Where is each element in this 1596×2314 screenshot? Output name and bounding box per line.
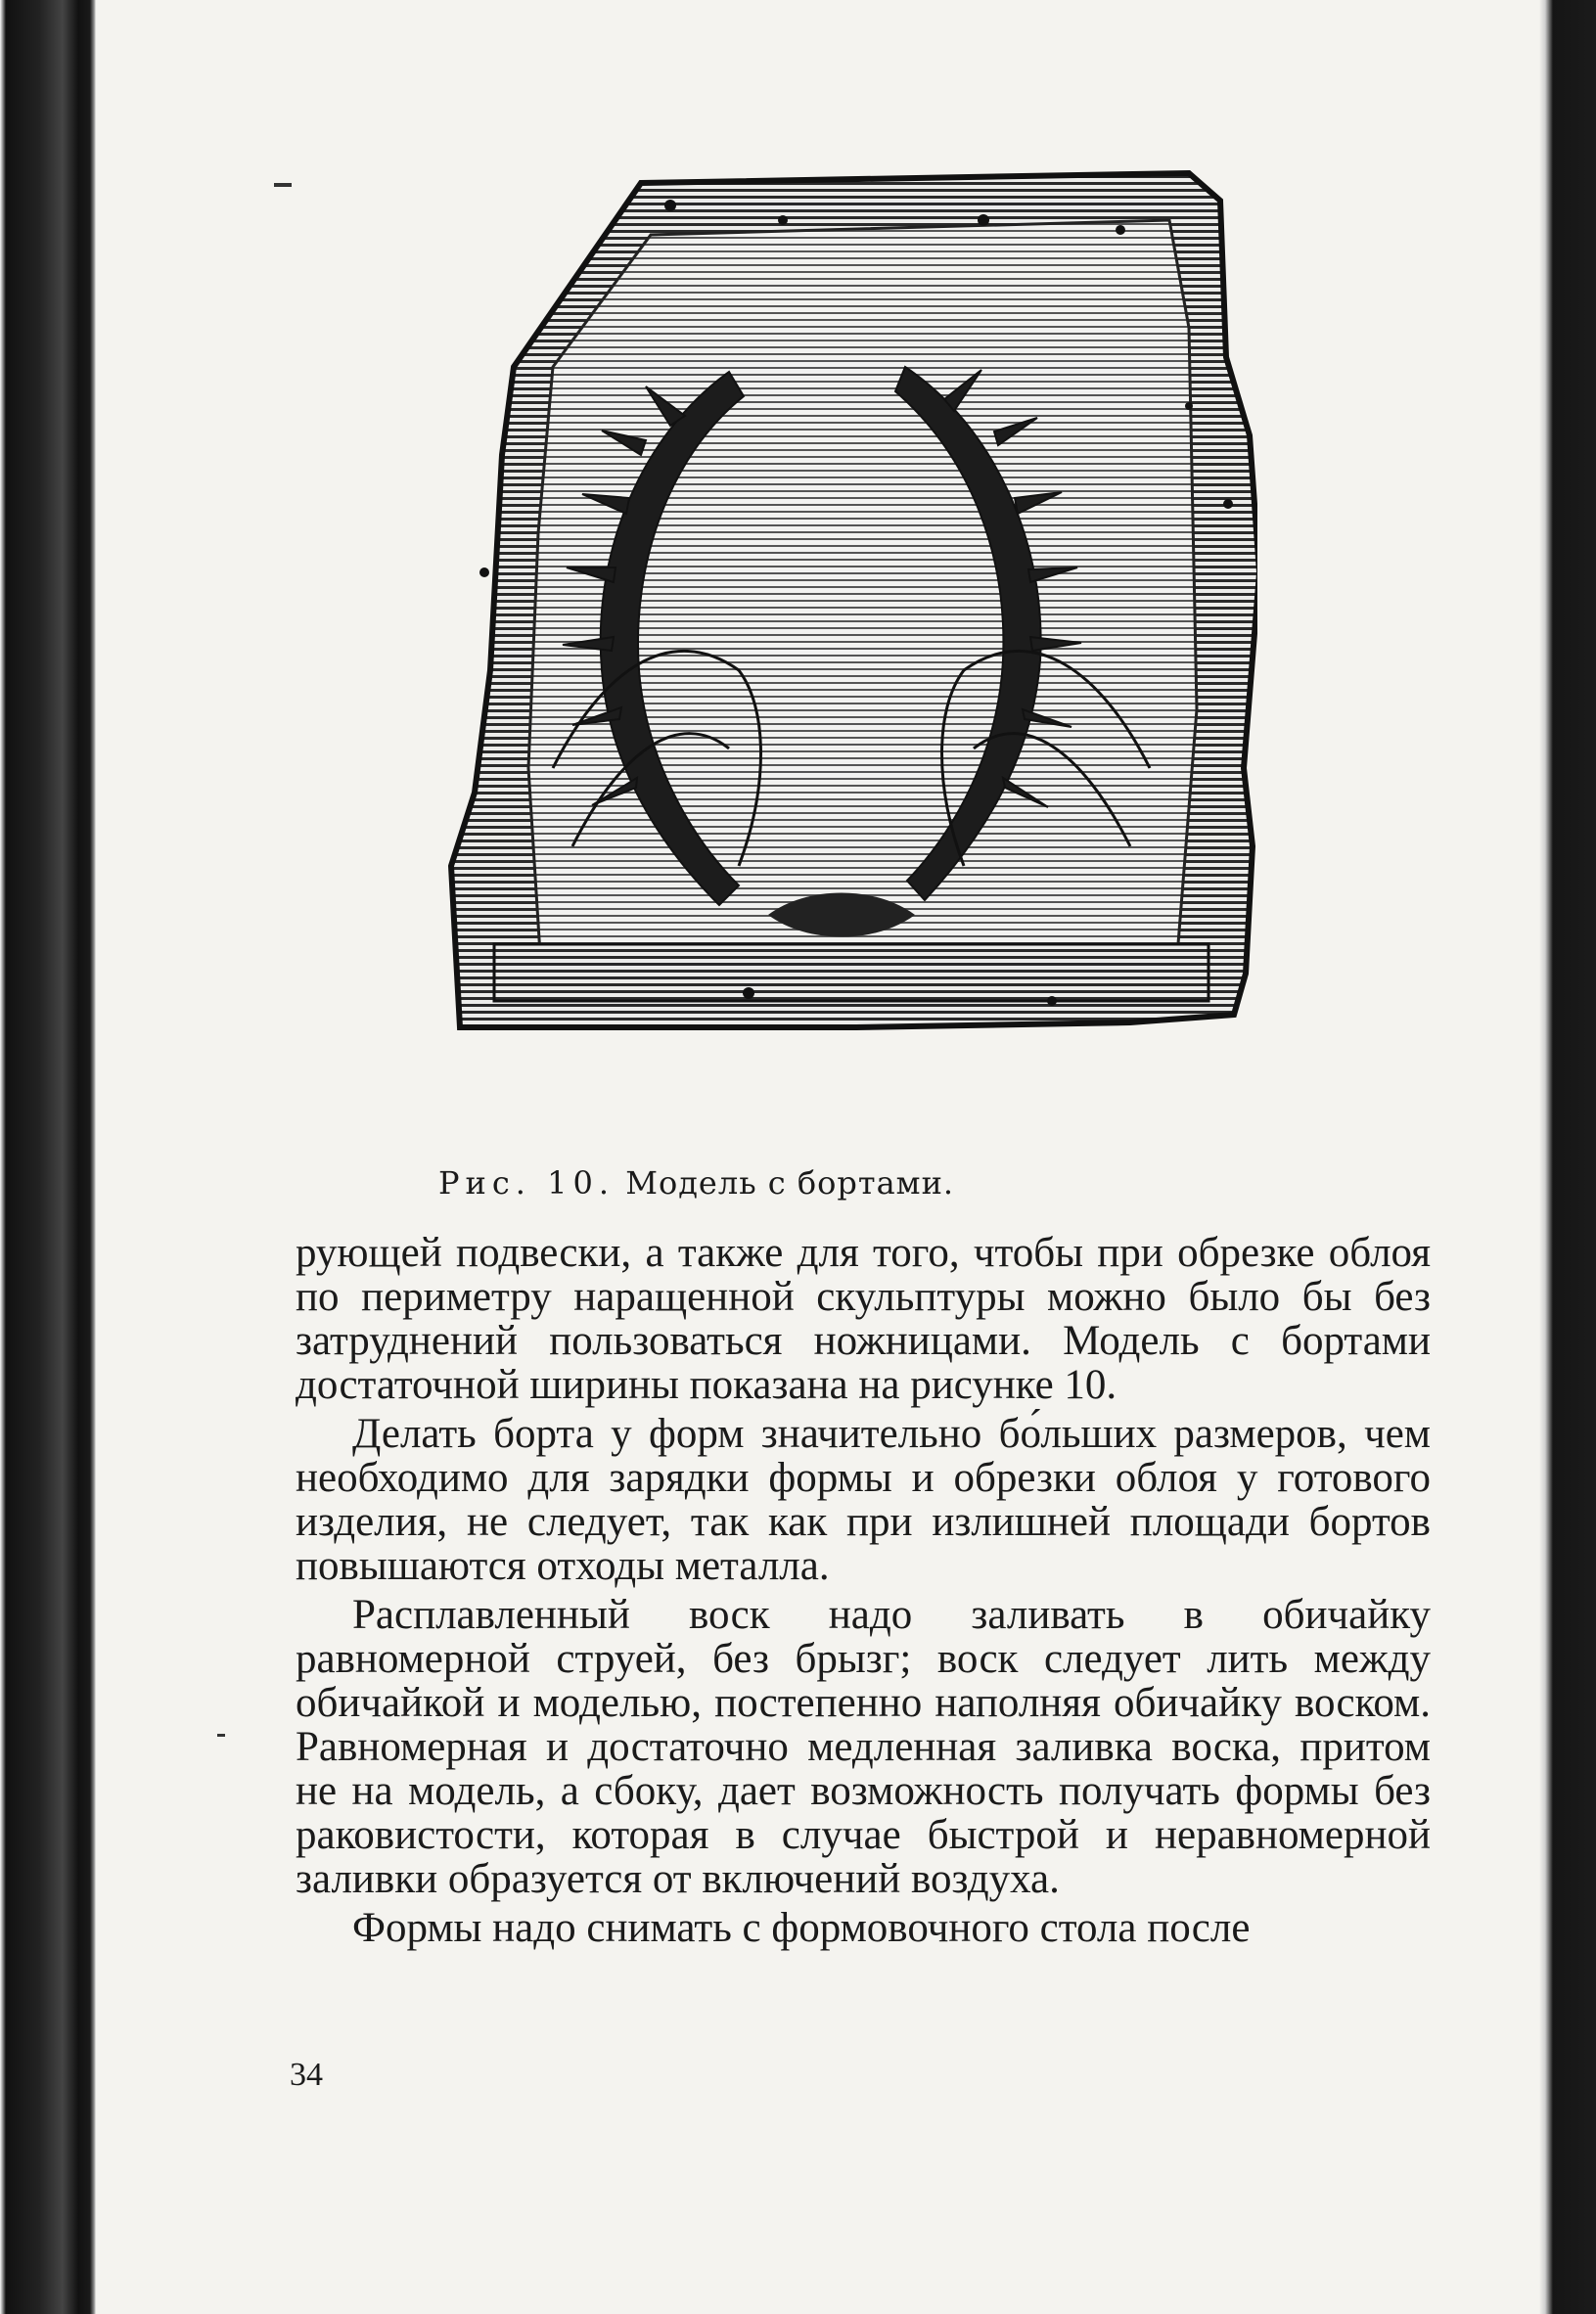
scan-speck xyxy=(274,183,292,187)
figure-relief-model xyxy=(445,161,1257,1140)
book-binding-right-edge xyxy=(1539,0,1596,2314)
paragraph: Формы надо снимать с формовочного стола после xyxy=(352,1905,1251,1951)
caption-text: Модель с бортами. xyxy=(625,1164,955,1202)
page-number: 34 xyxy=(290,2057,323,2093)
paragraph: Делать борта у форм значительно бо́льших размеров, чем необходимо для зарядки формы и обрезки облоя у готового изделия, не следует, так как при излишней площади бортов повышаются отходы металла. xyxy=(296,1411,1431,1589)
body-text xyxy=(296,1231,1431,1955)
model-base-ledge xyxy=(494,944,1208,1001)
figure-caption xyxy=(438,1164,1026,1202)
caption-label: Рис. 10. xyxy=(438,1164,616,1202)
relief-model-with-wreath-illustration xyxy=(445,161,1257,1140)
paragraph: рующей подвески, а также для того, чтобы при обрезке облоя по периметру наращенной скульптуры можно было бы без затруднений пользоваться ножницами. Модель с бортами достаточной ширины показана на рисунке 10. xyxy=(296,1230,1431,1408)
scan-speck xyxy=(217,1734,225,1737)
book-binding-left-edge xyxy=(0,0,96,2314)
paragraph: Расплавленный воск надо заливать в обичайку равномерной струей, без брызг; воск следует лить между обичайкой и моделью, постепенно наполняя обичайку воском. Равномерная и достаточно медленная заливка воска, притом не на модель, а сбоку, дает возможность получать формы без раковистости, которая в случае быстрой и неравномерной заливки образуется от включений воздуха. xyxy=(296,1592,1431,1902)
